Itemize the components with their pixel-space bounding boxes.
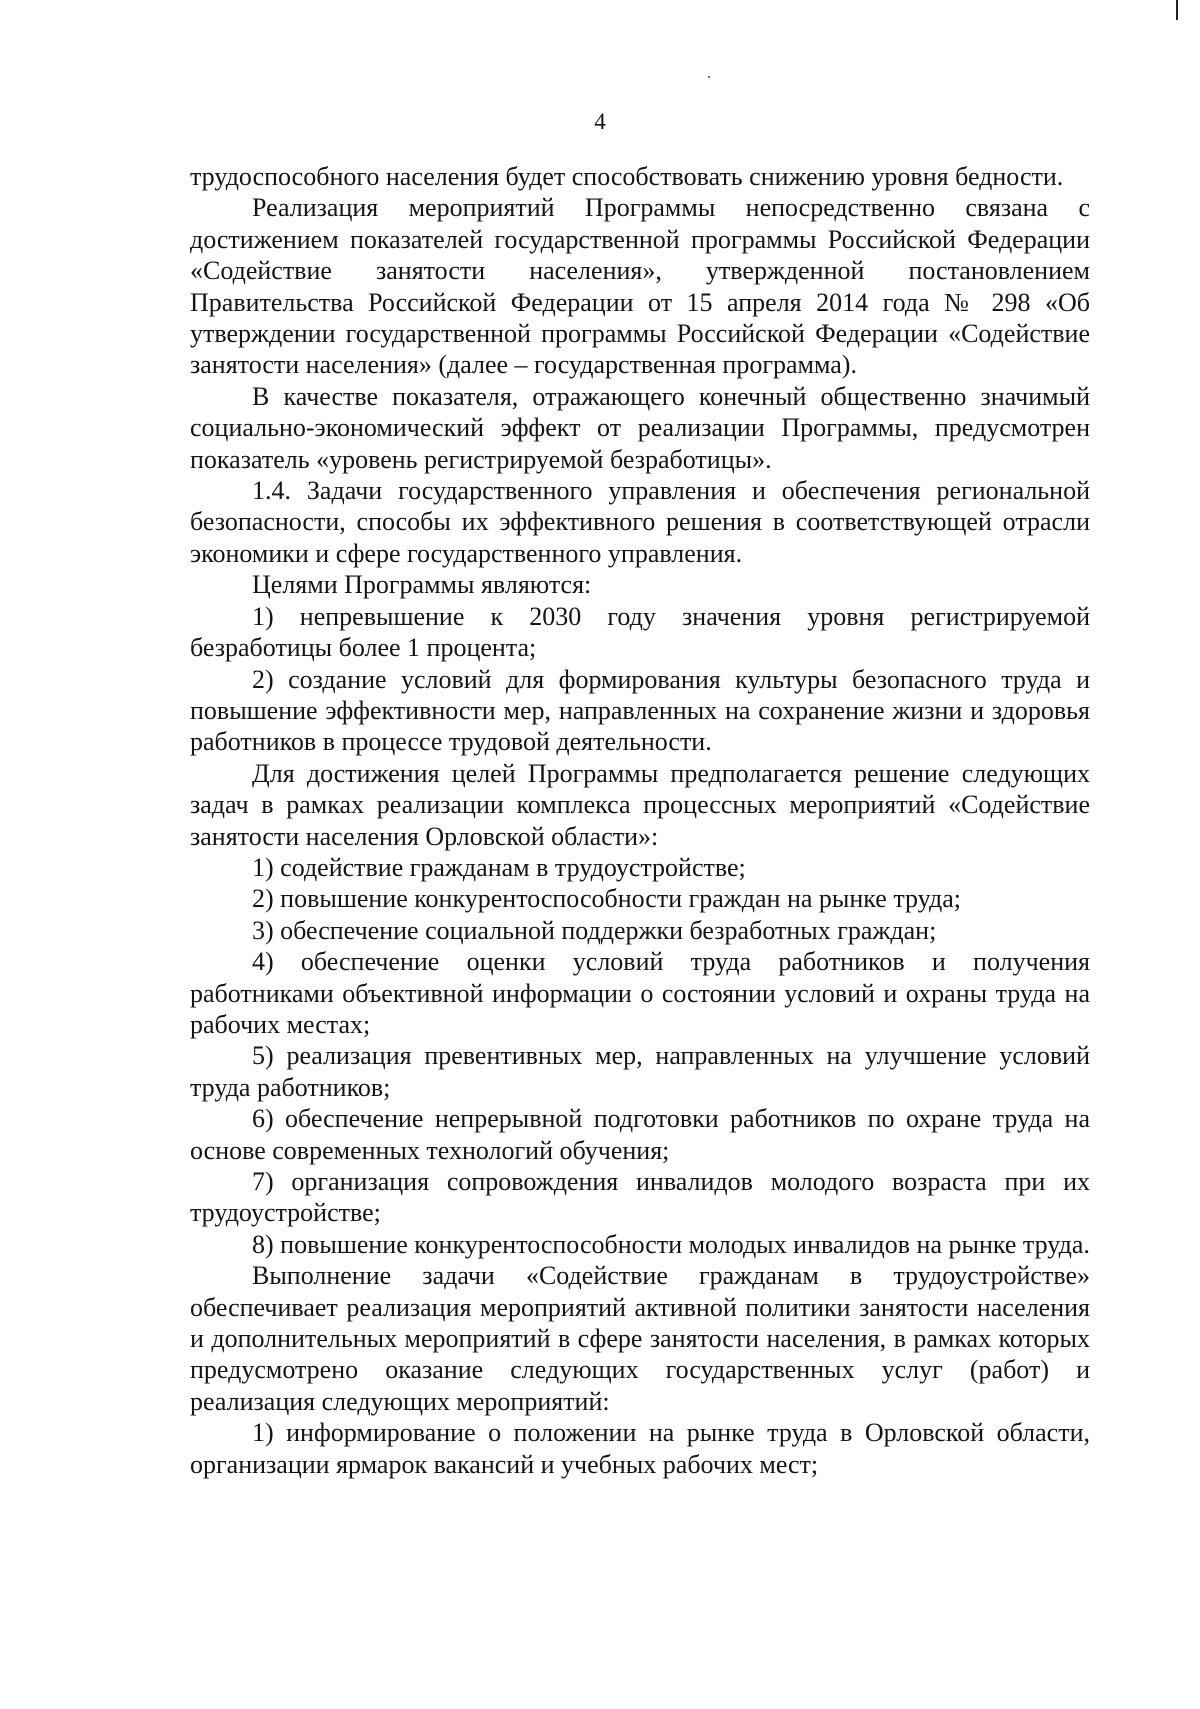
list-item: 5) реализация превентивных мер, направленных на улучшение условий труда работников; [190,1041,1090,1102]
list-item: 7) организация сопровождения инвалидов молодого возраста при их трудоустройстве; [190,1167,1090,1228]
list-item: 8) повышение конкурентоспособности молодых инвалидов на рынке труда. [252,1229,1090,1259]
paragraph: В качестве показателя, отражающего конечный общественно значимый социально-экономический эффект от реализации Программы, предусмотрен показатель «уровень регистрируемой безработицы». [190,381,1090,474]
scan-speck [708,76,710,78]
paragraph: Для достижения целей Программы предполагается решение следующих задач в рамках реализации комплекса процессных мероприятий «Содействие занятости населения Орловской области»: [190,758,1090,851]
document-body [190,161,1090,1480]
list-item: 6) обеспечение непрерывной подготовки работников по охране труда на основе современных технологий обучения; [190,1104,1090,1165]
list-item: 3) обеспечение социальной поддержки безработных граждан; [252,915,937,945]
paragraph: Выполнение задачи «Содействие гражданам в трудоустройстве» обеспечивает реализация мероприятий активной политики занятости населения и дополнительных мероприятий в сфере занятости населения, в рамках которых предусмотрено оказание следующих государственных услуг (работ) и реализация следующих мероприятий: [190,1261,1090,1416]
paragraph: Реализация мероприятий Программы непосредственно связана с достижением показателей государственной программы Российской Федерации «Содействие занятости населения», утвержденной постановлением Правительства Российской Федерации от 15 апреля 2014 года № 298 «Об утверждении государственной программы Российской Федерации «Содействие занятости населения» (далее – государственная программа). [190,193,1090,380]
page-number: 4 [594,109,606,134]
list-item: 1) непревышение к 2030 году значения уровня регистрируемой безработицы более 1 процента; [190,601,1090,663]
list-item: 1) содействие гражданам в трудоустройстве; [252,852,746,882]
section-heading: 1.4. Задачи государственного управления и обеспечения региональной безопасности, способы их эффективного решения в соответствующей отрасли экономики и сфере государственного управления. [190,476,1090,568]
paragraph: трудоспособного населения будет способствовать снижению уровня бедности. [190,162,1064,191]
list-item: 4) обеспечение оценки условий труда работников и получения работниками объективной информации о состоянии условий и охраны труда на рабочих местах; [190,947,1090,1039]
list-item: 2) повышение конкурентоспособности граждан на рынке труда; [252,884,962,914]
paragraph: Целями Программы являются: [252,570,592,600]
list-item: 2) создание условий для формирования культуры безопасного труда и повышение эффективности мер, направленных на сохранение жизни и здоровья работников в процессе трудовой деятельности. [190,664,1090,757]
list-item: 1) информирование о положении на рынке труда в Орловской области, организации ярмарок вакансий и учебных рабочих мест; [190,1418,1090,1479]
scan-corner-mark [1176,0,1178,20]
